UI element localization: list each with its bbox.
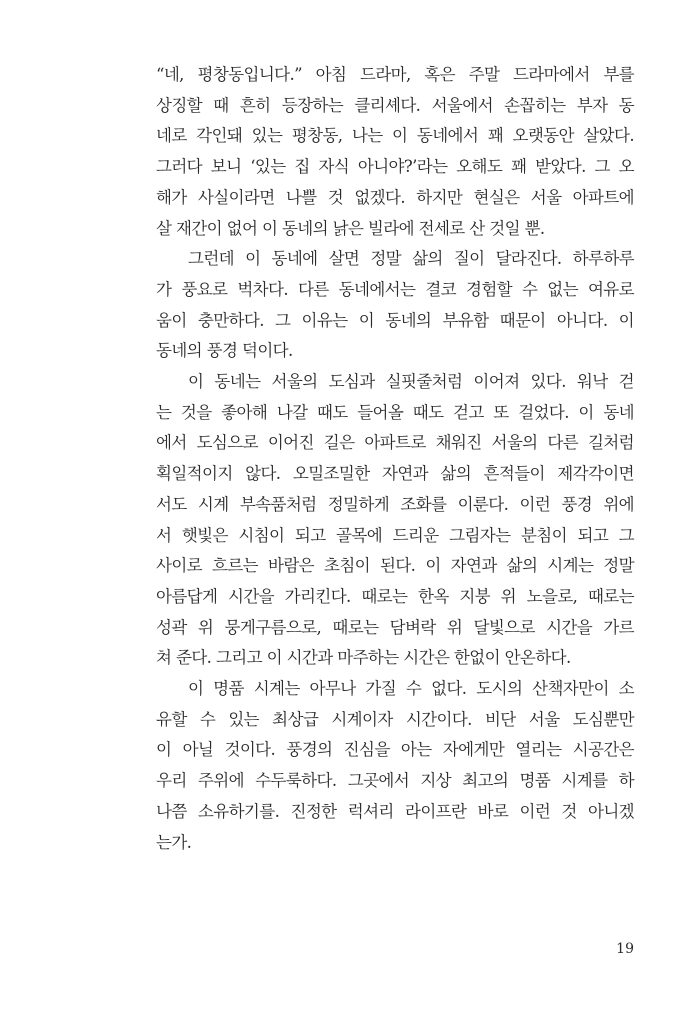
text-line: 가 풍요로 벅차다. 다른 동네에서는 결코 경험할 수 없는 여유로 <box>156 279 634 299</box>
text-line: “네, 평창동입니다.” 아침 드라마, 혹은 주말 드라마에서 부를 <box>156 65 634 84</box>
paragraph-2 <box>156 244 634 367</box>
text-line: 사이로 흐르는 바람은 초침이 된다. 이 자연과 삶의 시계는 정말 <box>156 556 634 576</box>
text-line: 서 햇빛은 시침이 되고 골목에 드리운 그림자는 분침이 되고 그 <box>156 525 634 545</box>
body-text <box>156 60 634 858</box>
text-line: 해가 사실이라면 나쁠 것 없겠다. 하지만 현실은 서울 아파트에 <box>156 187 634 207</box>
text-line: 아름답게 시간을 가리킨다. 때로는 한옥 지붕 위 노을로, 때로는 <box>156 586 634 606</box>
text-line: 네로 각인돼 있는 평창동, 나는 이 동네에서 꽤 오랫동안 살았다. <box>156 126 634 146</box>
text-line: 성곽 위 뭉게구름으로, 때로는 담벼락 위 달빛으로 시간을 가르 <box>156 617 634 637</box>
text-line: 쳐 준다. 그리고 이 시간과 마주하는 시간은 한없이 안온하다. <box>156 648 571 668</box>
text-line: 는가. <box>156 832 192 852</box>
paragraph-3 <box>156 367 634 674</box>
text-line: 이 동네는 서울의 도심과 실핏줄처럼 이어져 있다. 워낙 걷 <box>188 372 634 392</box>
text-line: 그러다 보니 ‘있는 집 자식 아니야?’라는 오해도 꽤 받았다. 그 오 <box>156 157 634 177</box>
text-line: 이 명품 시계는 아무나 가질 수 없다. 도시의 산책자만이 소 <box>188 679 634 699</box>
text-line: 는 것을 좋아해 나갈 때도 들어올 때도 걷고 또 걸었다. 이 동네 <box>156 402 634 422</box>
text-line: 상징할 때 흔히 등장하는 클리셰다. 서울에서 손꼽히는 부자 동 <box>156 95 634 115</box>
text-line: 그런데 이 동네에 살면 정말 삶의 질이 달라진다. 하루하루 <box>188 249 634 269</box>
text-line: 유할 수 있는 최상급 시계이자 시간이다. 비단 서울 도심뿐만 <box>156 709 634 729</box>
text-line: 나쯤 소유하기를. 진정한 럭셔리 라이프란 바로 이런 것 아니겠 <box>156 801 634 821</box>
paragraph-4 <box>156 674 634 858</box>
text-line: 획일적이지 않다. 오밀조밀한 자연과 삶의 흔적들이 제각각이면 <box>156 464 634 484</box>
page-number: 19 <box>616 941 634 957</box>
text-line: 이 아닐 것이다. 풍경의 진심을 아는 자에게만 열리는 시공간은 <box>156 740 634 760</box>
text-line: 살 재간이 없어 이 동네의 낡은 빌라에 전세로 산 것일 뿐. <box>156 218 545 238</box>
text-line: 서도 시계 부속품처럼 정밀하게 조화를 이룬다. 이런 풍경 위에 <box>156 494 634 514</box>
text-line: 우리 주위에 수두룩하다. 그곳에서 지상 최고의 명품 시계를 하 <box>156 771 634 791</box>
text-line: 동네의 풍경 덕이다. <box>156 341 293 361</box>
paragraph-1 <box>156 60 634 244</box>
text-line: 움이 충만하다. 그 이유는 이 동네의 부유함 때문이 아니다. 이 <box>156 310 634 330</box>
text-line: 에서 도심으로 이어진 길은 아파트로 채워진 서울의 다른 길처럼 <box>156 433 634 453</box>
